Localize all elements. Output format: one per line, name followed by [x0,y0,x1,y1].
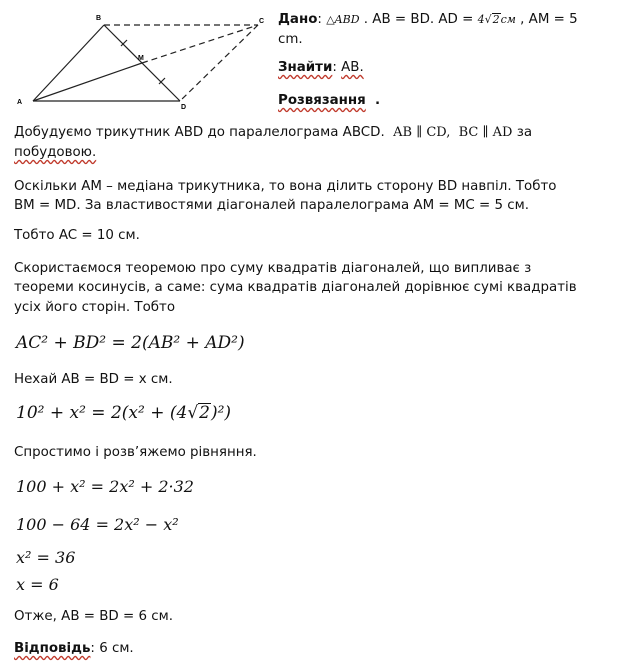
equation-step3: x² = 36 [16,548,76,567]
para6: Спростимо і розв’яжемо рівняння. [14,445,257,460]
given-line: Дано: △ABD . AB = BD. AD = 4√2см , AM = 5 [278,12,578,27]
equation-step4: x = 6 [16,575,59,594]
find-label: Знайти [278,60,333,75]
para5: Нехай AB = BD = x см. [14,372,173,387]
parallelogram-figure [0,0,275,112]
equation-step2: 100 − 64 = 2x² − x² [16,515,179,534]
segment-mc [142,25,258,63]
find-line: Знайти: AB. [278,60,364,75]
label-a: A [17,99,23,106]
para3: Тобто AC = 10 см. [14,228,140,243]
given-text: . AB = BD. AD = [363,12,478,27]
equation-substituted: 10² + x² = 2(x² + (4√2)²) [16,403,232,423]
para7: Отже, AB = BD = 6 см. [14,609,173,624]
side-cd [180,25,258,101]
parallel-relations: AB ∥ CD, BC ∥ AD [393,125,513,140]
triangle-symbol: △ABD [326,13,360,26]
answer-label: Відповідь [14,641,91,656]
label-m: M [138,55,144,62]
find-value: AB. [341,60,364,75]
para1-line1: Добудуємо трикутник ABD до паралелограма ABCD. AB ∥ CD, BC ∥ AD за [14,125,533,140]
given-unit: cm. [278,32,303,47]
ad-value: 4√2см [477,13,516,26]
equation-diagonals: AC² + BD² = 2(AB² + AD²) [16,333,245,353]
side-ab [33,25,104,101]
answer-value: : 6 см. [90,641,134,656]
para4-line2: теореми косинусів, а саме: сума квадратів діагоналей дорівнює сумі квадратів [14,280,577,295]
para1-line2: побудовою. [14,145,97,160]
label-b: B [96,15,102,22]
median-am [33,63,142,101]
para4-line3: усіх його сторін. Тобто [14,300,176,315]
answer-line [14,639,134,658]
label-c: C [259,18,265,25]
given-label: Дано [278,12,318,27]
given-am: , AM = 5 [520,12,578,27]
para2-line1: Оскільки AM – медіана трикутника, то вона ділить сторону BD навпіл. Тобто [14,179,557,194]
para4-line1: Скористаємося теоремою про суму квадратів діагоналей, що випливає з [14,261,532,276]
solution-heading: Розвязання [278,93,366,108]
equation-step1: 100 + x² = 2x² + 2·32 [16,477,194,496]
label-d: D [181,104,187,111]
para2-line2: BM = MD. За властивостями діагоналей паралелограма AM = MC = 5 см. [14,198,530,213]
